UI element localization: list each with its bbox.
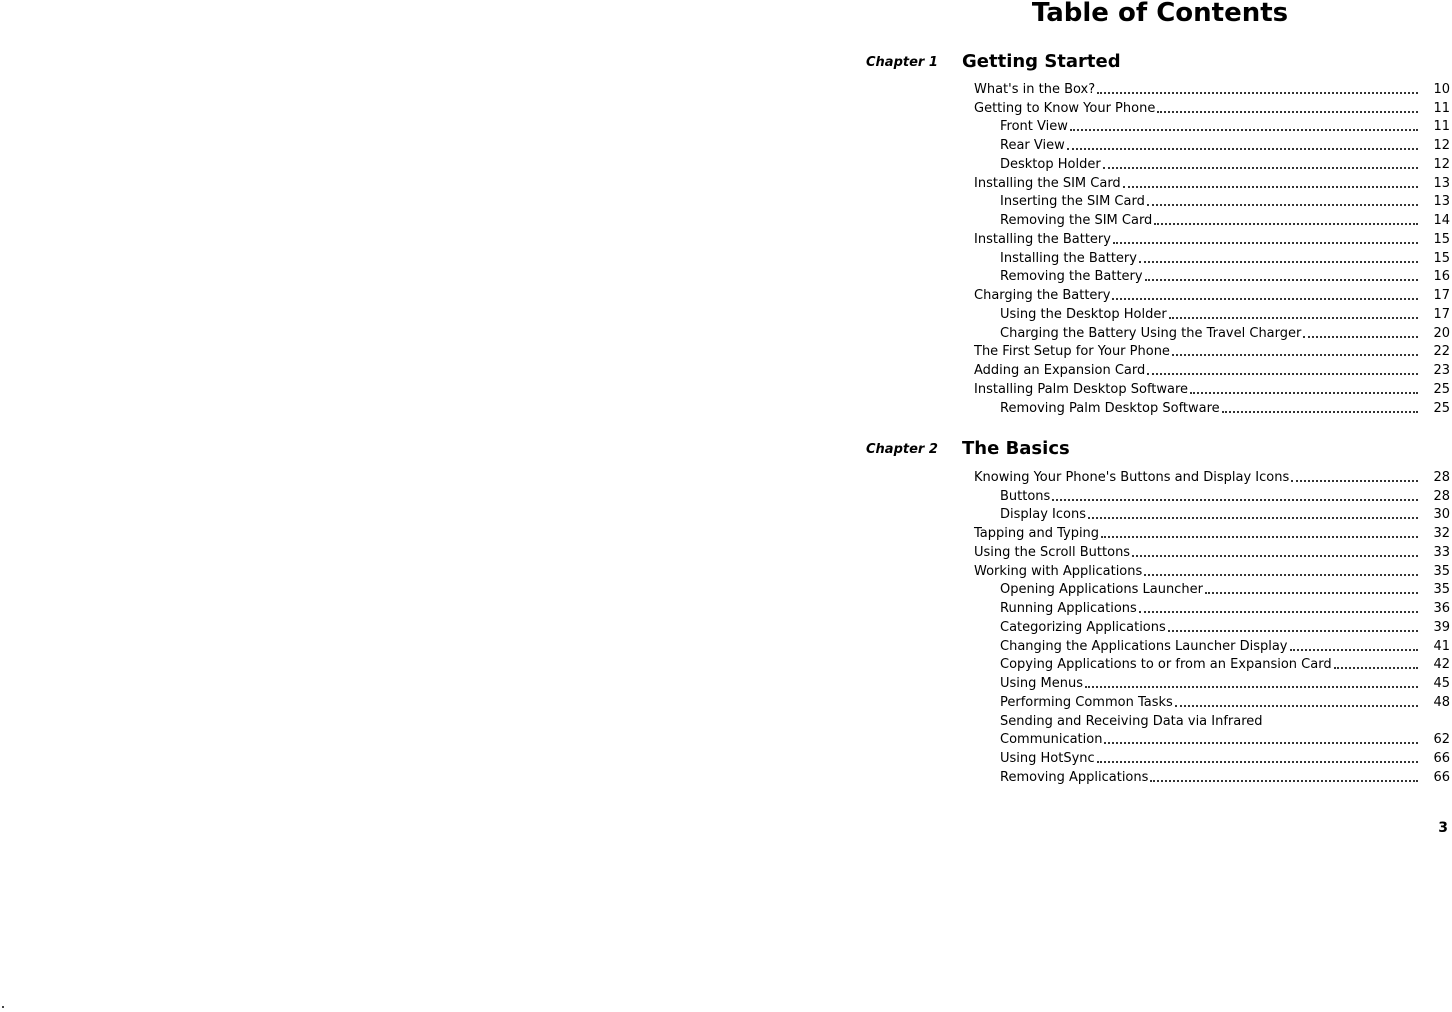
toc-entry-label: Getting to Know Your Phone	[974, 100, 1156, 116]
toc-entry[interactable]	[974, 322, 1450, 341]
toc-leader-dots	[1103, 167, 1418, 169]
toc-leader-dots	[1097, 761, 1418, 763]
toc-leader-dots	[1123, 186, 1418, 188]
toc-entry-page: 15	[1433, 250, 1450, 266]
toc-entry-label: Using HotSync	[1000, 751, 1095, 766]
toc-entry-page: 45	[1433, 676, 1450, 691]
toc-entry-label: Using Menus	[1000, 676, 1083, 691]
toc-leader-dots	[1112, 298, 1418, 300]
toc-entry[interactable]	[974, 766, 1450, 785]
toc-entry-label: Rear View	[1000, 138, 1065, 153]
toc-entry-label: Knowing Your Phone's Buttons and Display Icons	[974, 469, 1290, 485]
toc-leader-dots	[1334, 667, 1418, 669]
toc-entry-page: 15	[1433, 231, 1450, 247]
toc-entry-page: 41	[1433, 638, 1450, 654]
toc-entry-label: Removing Applications	[1000, 769, 1149, 785]
toc-leader-dots	[1190, 392, 1418, 394]
toc-entry-page: 36	[1433, 601, 1450, 616]
toc-entry-label: Inserting the SIM Card	[1000, 194, 1145, 210]
toc-entry-page: 20	[1433, 325, 1450, 341]
toc-entry-page: 32	[1433, 526, 1450, 541]
toc-entry[interactable]	[974, 597, 1450, 616]
toc-leader-dots	[1052, 499, 1418, 501]
toc-entry[interactable]	[974, 654, 1450, 673]
toc-entry-page: 42	[1433, 657, 1450, 673]
toc-entry[interactable]	[974, 485, 1450, 504]
toc-leader-dots	[1139, 261, 1418, 263]
toc-entry-label: Sending and Receiving Data via Infrared	[1000, 713, 1263, 729]
toc-entry-label: Running Applications	[1000, 601, 1137, 616]
toc-entry[interactable]	[974, 691, 1450, 710]
toc-entry[interactable]	[974, 228, 1450, 247]
chapter-2-title[interactable]: The Basics	[962, 438, 1070, 459]
page-title: Table of Contents	[1031, 0, 1289, 28]
toc-leader-dots	[1132, 555, 1418, 557]
toc-entry[interactable]	[974, 616, 1450, 635]
toc-entry-page: 23	[1433, 363, 1450, 378]
toc-entry[interactable]	[974, 672, 1450, 691]
toc-entry[interactable]	[974, 747, 1450, 766]
page-number: 3	[1438, 820, 1448, 836]
toc-entry[interactable]	[974, 635, 1450, 654]
toc-entry[interactable]	[974, 541, 1450, 560]
toc-entry-page: 39	[1433, 619, 1450, 635]
toc-entry-label: Installing the Battery	[974, 231, 1111, 247]
toc-entry-page: 12	[1433, 138, 1450, 153]
toc-entry-label: Installing the Battery	[1000, 250, 1137, 266]
toc-entry[interactable]	[974, 341, 1450, 360]
toc-entry[interactable]	[974, 247, 1450, 266]
toc-entry-label: Removing the Battery	[1000, 269, 1143, 285]
toc-entry-label: Performing Common Tasks	[1000, 694, 1173, 710]
toc-leader-dots	[1145, 279, 1418, 281]
toc-leader-dots	[1101, 536, 1418, 538]
toc-entry[interactable]	[974, 729, 1450, 748]
toc-entry[interactable]	[974, 172, 1450, 191]
toc-entry-label: Using the Scroll Buttons	[974, 544, 1131, 560]
toc-entry-label: Communication	[1000, 732, 1103, 748]
toc-entry-page: 17	[1433, 306, 1450, 322]
toc-leader-dots	[1113, 242, 1418, 244]
toc-leader-dots	[1175, 705, 1418, 707]
toc-leader-dots	[1139, 611, 1418, 613]
toc-entry[interactable]	[974, 710, 1450, 729]
scan-speck	[2, 1006, 4, 1008]
toc-entry-page: 13	[1433, 194, 1450, 210]
toc-entry-page: 66	[1433, 751, 1450, 766]
toc-entry-label: Installing the SIM Card	[974, 175, 1121, 191]
toc-entry[interactable]	[974, 153, 1450, 172]
toc-leader-dots	[1104, 742, 1418, 744]
toc-leader-dots	[1144, 574, 1418, 576]
toc-entry[interactable]	[974, 560, 1450, 579]
toc-entry-page: 12	[1433, 156, 1450, 172]
toc-entry[interactable]	[974, 191, 1450, 210]
toc-leader-dots	[1147, 204, 1418, 206]
toc-entry-label: Charging the Battery	[974, 288, 1111, 303]
toc-leader-dots	[1067, 148, 1418, 150]
toc-leader-dots	[1154, 223, 1418, 225]
toc-entry-label: Categorizing Applications	[1000, 619, 1166, 635]
toc-entry[interactable]	[974, 579, 1450, 598]
toc-leader-dots	[1290, 649, 1419, 651]
toc-entry-page: 13	[1433, 175, 1450, 191]
toc-entry-label: Using the Desktop Holder	[1000, 306, 1167, 322]
toc-entry-page: 11	[1433, 119, 1450, 135]
toc-entry[interactable]	[974, 266, 1450, 285]
toc-leader-dots	[1150, 780, 1418, 782]
toc-entry-page: 11	[1433, 100, 1450, 116]
toc-leader-dots	[1205, 592, 1418, 594]
toc-entry-page: 25	[1433, 400, 1450, 416]
toc-entry-page: 30	[1433, 507, 1450, 523]
toc-leader-dots	[1070, 129, 1418, 131]
toc-entry-page: 28	[1433, 469, 1450, 485]
toc-leader-dots	[1303, 336, 1418, 338]
toc-entry[interactable]	[974, 284, 1450, 303]
toc-entry[interactable]	[974, 209, 1450, 228]
toc-entry-label: Removing Palm Desktop Software	[1000, 400, 1220, 416]
toc-entry-label: Opening Applications Launcher	[1000, 582, 1203, 598]
toc-entry-page: 48	[1433, 694, 1450, 710]
toc-leader-dots	[1157, 111, 1418, 113]
toc-leader-dots	[1172, 354, 1418, 356]
toc-leader-dots	[1169, 317, 1418, 319]
toc-entry-label: Adding an Expansion Card	[974, 363, 1146, 378]
toc-entry-page: 62	[1433, 732, 1450, 748]
chapter-2-entries	[974, 466, 1450, 785]
toc-entry[interactable]	[974, 134, 1450, 153]
toc-entry-label: Copying Applications to or from an Expansion Card	[1000, 657, 1332, 673]
toc-entry-page: 14	[1433, 213, 1450, 228]
toc-entry-label: Display Icons	[1000, 507, 1086, 523]
toc-entry[interactable]	[974, 359, 1450, 378]
toc-entry-label: What's in the Box?	[974, 81, 1096, 97]
toc-entry-page: 66	[1433, 769, 1450, 785]
toc-entry[interactable]	[974, 378, 1450, 397]
toc-entry-label: Charging the Battery Using the Travel Charger	[1000, 325, 1302, 341]
chapter-1-title[interactable]: Getting Started	[962, 51, 1121, 72]
toc-entry-page: 17	[1433, 288, 1450, 303]
toc-leader-dots	[1168, 630, 1418, 632]
toc-entry-label: Removing the SIM Card	[1000, 213, 1153, 228]
chapter-1-label: Chapter 1	[866, 55, 938, 70]
toc-entry[interactable]	[974, 397, 1450, 416]
toc-leader-dots	[1085, 686, 1418, 688]
toc-entry-page: 35	[1433, 582, 1450, 598]
toc-entry-page: 35	[1433, 563, 1450, 579]
toc-entry-page: 10	[1433, 81, 1450, 97]
toc-leader-dots	[1291, 480, 1418, 482]
toc-entry-page: 16	[1433, 269, 1450, 285]
toc-entry-label: Working with Applications	[974, 563, 1143, 579]
toc-entry[interactable]	[974, 466, 1450, 485]
toc-entry-label: Desktop Holder	[1000, 156, 1101, 172]
toc-entry[interactable]	[974, 522, 1450, 541]
chapter-1-entries	[974, 78, 1450, 416]
toc-entry[interactable]	[974, 504, 1450, 523]
toc-entry-page: 28	[1433, 488, 1450, 504]
toc-entry-page: 25	[1433, 381, 1450, 397]
toc-entry[interactable]	[974, 303, 1450, 322]
toc-entry-label: Changing the Applications Launcher Display	[1000, 638, 1288, 654]
toc-entry-label: The First Setup for Your Phone	[974, 344, 1170, 360]
chapter-2-label: Chapter 2	[866, 442, 938, 457]
toc-entry-label: Buttons	[1000, 488, 1051, 504]
toc-leader-dots	[1088, 517, 1418, 519]
toc-entry[interactable]	[974, 78, 1450, 97]
toc-entry-label: Installing Palm Desktop Software	[974, 381, 1189, 397]
toc-entry-page: 22	[1433, 344, 1450, 360]
toc-entry-label: Front View	[1000, 119, 1068, 135]
toc-leader-dots	[1147, 373, 1418, 375]
toc-leader-dots	[1097, 92, 1418, 94]
toc-leader-dots	[1222, 411, 1418, 413]
toc-entry-label: Tapping and Typing	[974, 526, 1100, 541]
toc-entry-page: 33	[1433, 544, 1450, 560]
toc-entry[interactable]	[974, 116, 1450, 135]
toc-entry[interactable]	[974, 97, 1450, 116]
